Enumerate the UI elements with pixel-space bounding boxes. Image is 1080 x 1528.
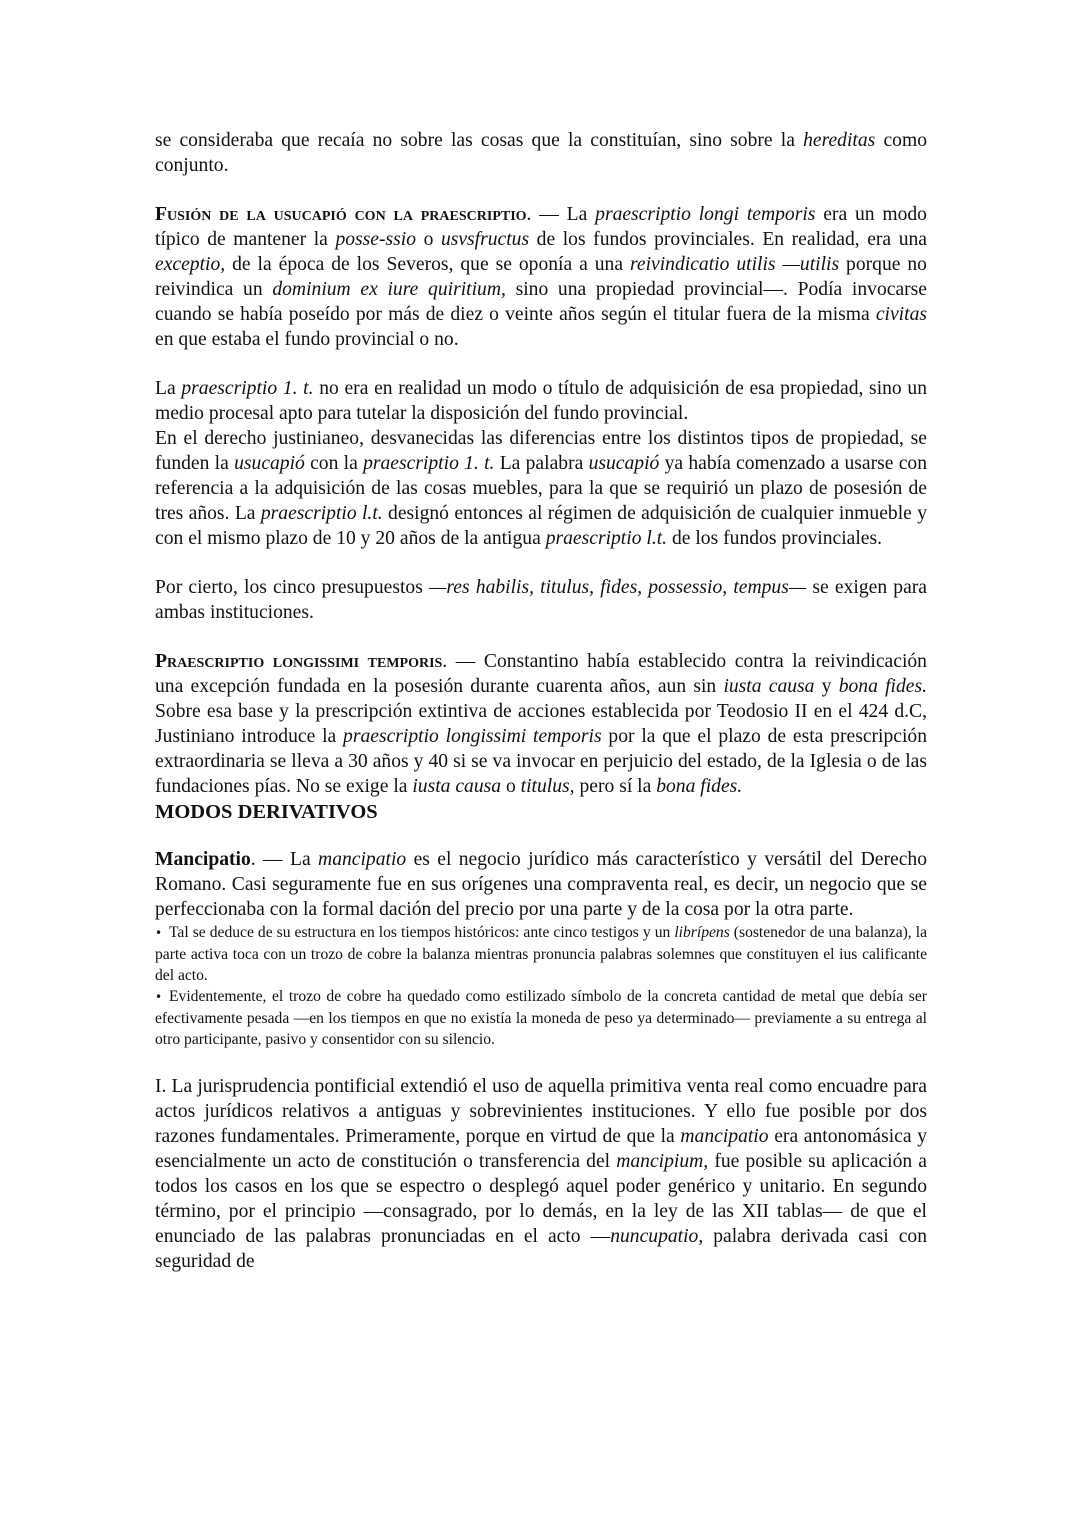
italic-term: librípens xyxy=(674,924,730,941)
section-heading-fusion: Fusión de la usucapió con la praescriptio xyxy=(155,204,527,225)
text: La palabra xyxy=(494,453,589,474)
italic-term: praescriptio 1. t. xyxy=(363,453,495,474)
text: pero sí la xyxy=(574,776,657,797)
text: de los fundos provinciales. xyxy=(667,528,883,549)
text: no era en realidad un modo o título de adquisición de esa propiedad, sino un medio procesal apto para tutelar la disposición del fundo provincial. xyxy=(155,378,927,424)
italic-term: praescriptio 1. t. xyxy=(181,378,314,399)
text: La xyxy=(155,378,182,399)
text: En el derecho justinianeo, desvanecidas las diferencias entre los distintos tipos de propiedad, se funden la xyxy=(155,428,927,474)
document-page xyxy=(155,128,927,1274)
italic-term: nuncupatio, xyxy=(610,1226,704,1247)
italic-term: civitas xyxy=(875,304,927,325)
text: ya había comenzado a usarse con referencia a la adquisición de las cosas muebles, para la que se requirió un plazo de posesión de tres años. La xyxy=(155,453,927,524)
text: era antonomásica y esencialmente un acto de constitución o transferencia del xyxy=(155,1126,927,1172)
text: designó entonces al régimen de adquisición de cualquier inmueble y con el mismo plazo de 10 y 20 años de la antigua xyxy=(155,503,927,549)
paragraph-praescriptio-lt xyxy=(155,376,927,426)
bullet-item-estructura xyxy=(155,922,927,986)
text: es el negocio jurídico más característico y versátil del Derecho Romano. Casi seguramente fue en sus orígenes una compraventa real, es decir, un negocio que se perfeccionaba con la formal dación del precio por una parte y de la cosa por la otra parte. xyxy=(155,849,928,920)
italic-term: iusta causa xyxy=(723,676,815,697)
text: o xyxy=(501,776,521,797)
bullet-item-cobre xyxy=(155,986,927,1050)
italic-term: usvsfructus xyxy=(440,229,530,250)
section-heading-mancipatio: Mancipatio xyxy=(155,849,251,870)
italic-term: mancipatio xyxy=(318,849,407,870)
italic-term: dominium ex iure quiritium, xyxy=(272,279,506,300)
section-title-modos-derivativos: MODOS DERIVATIVOS xyxy=(155,801,378,823)
text: palabra derivada casi con seguridad de xyxy=(155,1226,927,1272)
text: o xyxy=(416,229,441,250)
italic-term: titulus, xyxy=(520,776,575,797)
italic-term: usucapió xyxy=(234,453,305,474)
text: Evidentemente, el trozo de cobre ha quedado como estilizado símbolo de la concreta cantidad de metal que debía ser efectivamente pesada —en los tiempos en que no existía la moneda de peso ya determinado— previamente a su entrega al otro participante, pasivo y consentidor con su silencio. xyxy=(155,988,927,1048)
italic-term: praescriptio l.t. xyxy=(545,528,668,549)
text: de la época de los Severos, que se oponía a una xyxy=(225,254,630,275)
italic-term: usucapió xyxy=(588,453,660,474)
text: de los fundos provinciales. En realidad, era una xyxy=(529,229,927,250)
text: . — Constantino había establecido contra la reivindicación una excepción fundada en la posesión durante cuarenta años, aun sin xyxy=(155,651,927,697)
text: y xyxy=(814,676,839,697)
text: Tal se deduce de su estructura en los tiempos históricos: ante cinco testigos y un xyxy=(169,924,675,941)
text: era un modo típico de mantener la xyxy=(155,204,927,250)
text: como conjunto. xyxy=(155,130,927,176)
text: porque no reivindica un xyxy=(155,254,927,300)
text: . — La xyxy=(250,849,319,870)
italic-term: praescriptio longi temporis xyxy=(595,204,816,225)
italic-term: reivindicatio utilis —utilis xyxy=(630,254,840,275)
paragraph-mancipatio xyxy=(155,847,927,922)
italic-term: praescriptio l.t. xyxy=(260,503,383,524)
italic-term: praescriptio longissimi temporis xyxy=(343,726,602,747)
text: fue posible su aplicación a todos los casos en los que se espectro o desplegó aquel poder genérico y unitario. En segundo término, por el principio —consagrado, por lo demás, en la ley de las XII tablas— de que el enunciado de las palabras pronunciadas en el acto — xyxy=(155,1151,927,1247)
bullet-list xyxy=(155,922,927,1050)
paragraph-longissimi xyxy=(155,649,927,799)
italic-term: bona fides. xyxy=(838,676,928,697)
text: se consideraba que recaía no sobre las cosas que la constituían, sino sobre la xyxy=(155,130,804,151)
text: se exigen para ambas instituciones. xyxy=(155,577,927,623)
text: Por cierto, los cinco presupuestos xyxy=(155,577,429,598)
text: (sostenedor de una balanza), la parte activa toca con un trozo de cobre la balanza mientras pronuncia palabras solemnes que constituyen el ius calificante del acto. xyxy=(155,924,927,984)
text: . — La xyxy=(526,204,596,225)
italic-term: iusta causa xyxy=(412,776,502,797)
italic-term: posse-ssio xyxy=(335,229,416,250)
paragraph-fusion xyxy=(155,202,927,352)
text: con la xyxy=(304,453,364,474)
text: Sobre esa base y la prescripción extintiva de acciones establecida por Teodosio II en el 424 d.C, Justiniano introduce la xyxy=(155,701,927,747)
paragraph-justinianeo xyxy=(155,426,927,551)
text: sino una propiedad provincial—. Podía invocarse cuando se había poseído por más de diez o veinte años según el titular fuera de la misma xyxy=(155,279,927,325)
italic-term: exceptio, xyxy=(155,254,226,275)
paragraph-hereditas xyxy=(155,128,927,178)
italic-term: mancipium, xyxy=(616,1151,709,1172)
text: en que estaba el fundo provincial o no. xyxy=(155,329,459,350)
italic-term: mancipatio xyxy=(680,1126,769,1147)
paragraph-jurisprudencia xyxy=(155,1074,927,1274)
text: por la que el plazo de esta prescripción extraordinaria se lleva a 30 años y 40 si se va invocar en perjuicio del estado, de la Iglesia o de las fundaciones pías. No se exige la xyxy=(155,726,928,797)
italic-term: hereditas xyxy=(803,130,876,151)
text: I. La jurisprudencia pontificial extendió el uso de aquella primitiva venta real como encuadre para actos jurídicos relativos a antiguas y sobrevinientes instituciones. Y ello fue posible por dos razones fundamentales. Primeramente, porque en virtud de que la xyxy=(155,1076,927,1147)
paragraph-presupuestos xyxy=(155,575,927,625)
section-heading-longissimi: Praescriptio longissimi temporis xyxy=(155,651,443,672)
italic-term: bona fides. xyxy=(656,776,743,797)
italic-term: —res habilis, titulus, fides, possessio, tempus— xyxy=(428,577,807,598)
